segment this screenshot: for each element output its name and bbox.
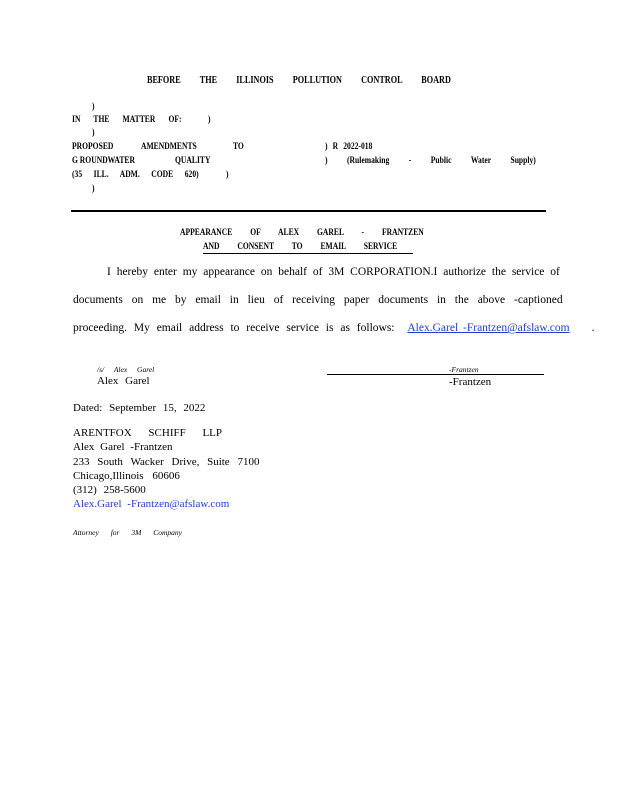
signature-line: /s/ Alex Garel	[97, 365, 155, 374]
paragraph-end: .	[591, 322, 595, 334]
appearance-paragraph-line1: I hereby enter my appearance on behalf of 3M CORPORATION.I authorize the service of	[107, 266, 560, 278]
contact-email[interactable]: Alex.Garel -Frantzen@afslaw.com	[73, 498, 230, 510]
appearance-subtitle: AND CONSENT TO EMAIL SERVICE	[203, 242, 398, 252]
attorney-role: Attorney for 3M Company	[73, 528, 182, 537]
title-underline	[203, 253, 413, 254]
phone-number: (312) 258-5600	[73, 484, 146, 496]
city-state-zip: Chicago,Illinois 60606	[73, 470, 180, 482]
attorney-name: Alex Garel -Frantzen	[73, 441, 173, 453]
caption-rulemaking: ) (Rulemaking - Public Water Supply)	[325, 156, 536, 166]
caption-paren: )	[92, 102, 95, 112]
caption-code: (35 ILL. ADM. CODE 620)	[72, 170, 199, 180]
caption-paren: )	[92, 184, 95, 194]
caption-matter: IN THE MATTER OF:	[72, 115, 182, 125]
document-heading: BEFORE THE ILLINOIS POLLUTION CONTROL BOARD	[147, 75, 451, 86]
date-line: Dated: September 15, 2022	[73, 402, 206, 414]
caption-paren: )	[208, 115, 211, 125]
caption-paren: )	[226, 170, 229, 180]
signature-name-right: -Frantzen	[449, 376, 492, 388]
caption-groundwater: G ROUNDWATER	[72, 156, 135, 166]
signature-name: Alex Garel	[97, 375, 150, 387]
appearance-paragraph-line2: documents on me by email in lieu of receiving paper documents in the above -captioned	[73, 294, 563, 306]
caption-amendments: AMENDMENTS	[141, 142, 197, 152]
paragraph-text: proceeding. My email address to receive service is as follows:	[73, 322, 395, 334]
signature-rule	[327, 374, 544, 375]
street-address: 233 South Wacker Drive, Suite 7100	[73, 456, 260, 468]
caption-to: TO	[233, 142, 244, 152]
caption-quality: QUALITY	[175, 156, 211, 166]
email-link[interactable]: Alex.Garel -Frantzen@afslaw.com	[407, 322, 570, 334]
firm-name: ARENTFOX SCHIFF LLP	[73, 427, 223, 439]
docket-number: ) R 2022-018	[325, 142, 373, 152]
appearance-title: APPEARANCE OF ALEX GAREL - FRANTZEN	[180, 228, 424, 238]
caption-proposed: PROPOSED	[72, 142, 114, 152]
signature-fragment: -Frantzen	[449, 365, 479, 374]
caption-divider	[71, 210, 546, 212]
caption-paren: )	[92, 128, 95, 138]
appearance-paragraph-line3	[73, 322, 595, 334]
